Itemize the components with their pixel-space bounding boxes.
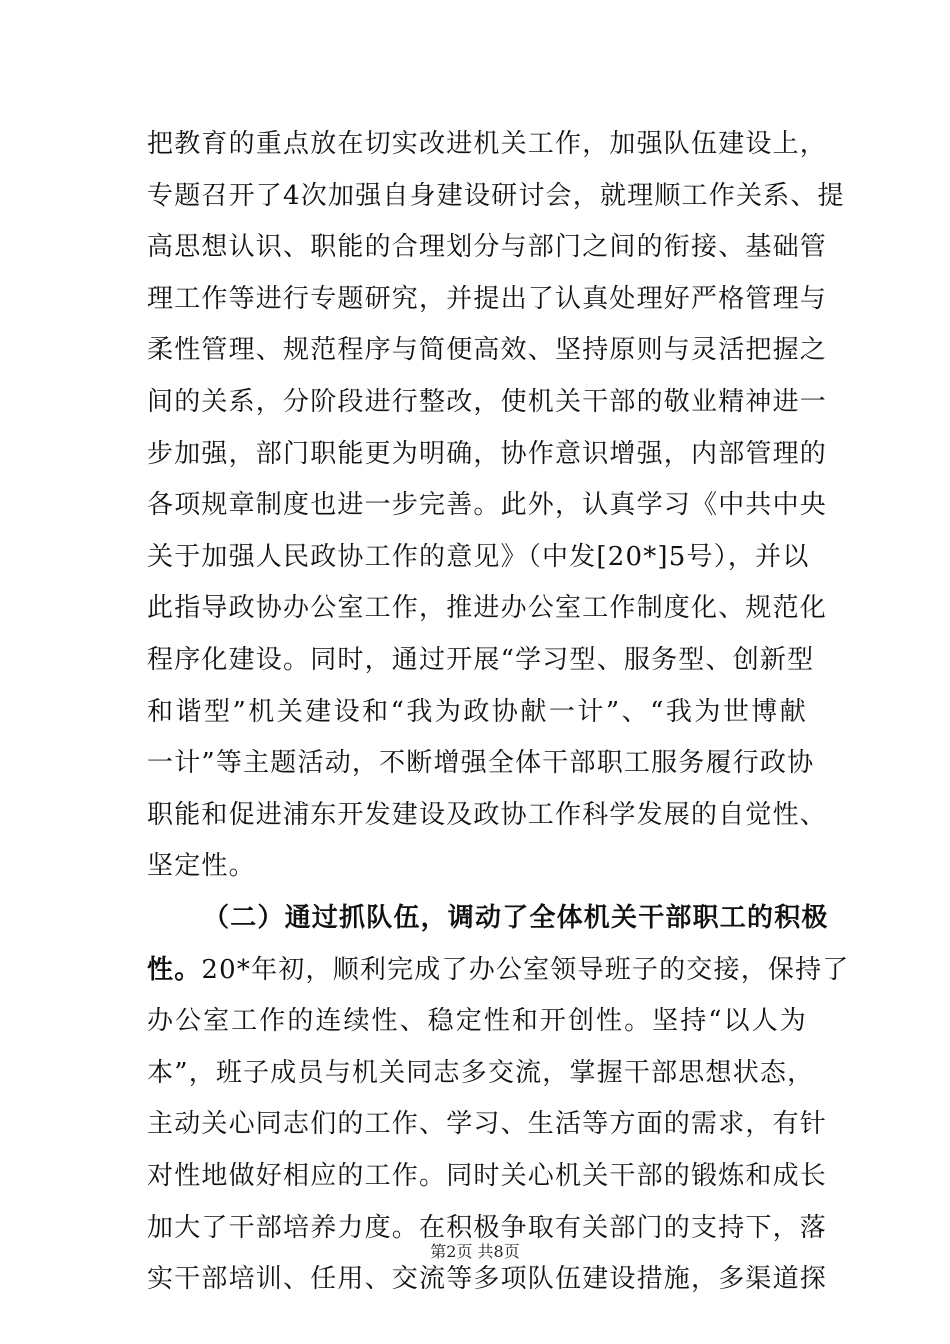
body-text-line: 间的关系，分阶段进行整改，使机关干部的敬业精神进一 xyxy=(147,387,828,417)
body-text-line: 专题召开了4次加强自身建设研讨会，就理顺工作关系、提 xyxy=(147,181,845,211)
section-heading: （二）通过抓队伍，调动了全体机关干部职工的积极 xyxy=(203,903,829,933)
body-text-span: 20*年初，顺利完成了办公室领导班子的交接，保持了 xyxy=(201,955,850,985)
section-heading-end: 性。 xyxy=(147,955,202,985)
body-text-line: 各项规章制度也进一步完善。此外，认真学习《中共中央 xyxy=(147,490,828,520)
body-text-line: 本”，班子成员与机关同志多交流，掌握干部思想状态， xyxy=(147,1058,815,1088)
body-text-line: 坚定性。 xyxy=(147,851,256,881)
body-text-line: 加大了干部培养力度。在积极争取有关部门的支持下，落 xyxy=(147,1213,828,1243)
body-text-line: 和谐型”机关建设和“我为政协献一计”、“我为世博献 xyxy=(147,697,807,727)
body-text-line: 程序化建设。同时，通过开展“学习型、服务型、创新型 xyxy=(147,645,815,675)
body-text-line: 柔性管理、规范程序与简便高效、坚持原则与灵活把握之 xyxy=(147,335,828,365)
body-text-line: 把教育的重点放在切实改进机关工作，加强队伍建设上， xyxy=(147,129,828,159)
body-text-line: 一计”等主题活动，不断增强全体干部职工服务履行政协 xyxy=(147,748,815,778)
body-text-line: 此指导政协办公室工作，推进办公室工作制度化、规范化 xyxy=(147,593,828,623)
body-text-line: 实干部培训、任用、交流等多项队伍建设措施，多渠道探 xyxy=(147,1264,828,1294)
body-text-line: 主动关心同志们的工作、学习、生活等方面的需求，有针 xyxy=(147,1109,828,1139)
body-text-line: 理工作等进行专题研究，并提出了认真处理好严格管理与 xyxy=(147,284,828,314)
body-text-line: 关于加强人民政协工作的意见》（中发[20*]5号），并以 xyxy=(147,542,810,572)
body-text-line: 职能和促进浦东开发建设及政协工作科学发展的自觉性、 xyxy=(147,800,828,830)
body-text-line: 对性地做好相应的工作。同时关心机关干部的锻炼和成长 xyxy=(147,1161,828,1191)
body-text-line: 办公室工作的连续性、稳定性和开创性。坚持“以人为 xyxy=(147,1006,807,1036)
body-text-line: 高思想认识、职能的合理划分与部门之间的衔接、基础管 xyxy=(147,232,828,262)
page-footer: 第2页 共8页 xyxy=(430,1242,520,1261)
body-text-line: 步加强，部门职能更为明确，协作意识增强，内部管理的 xyxy=(147,439,828,469)
section-heading-continuation xyxy=(147,948,850,992)
